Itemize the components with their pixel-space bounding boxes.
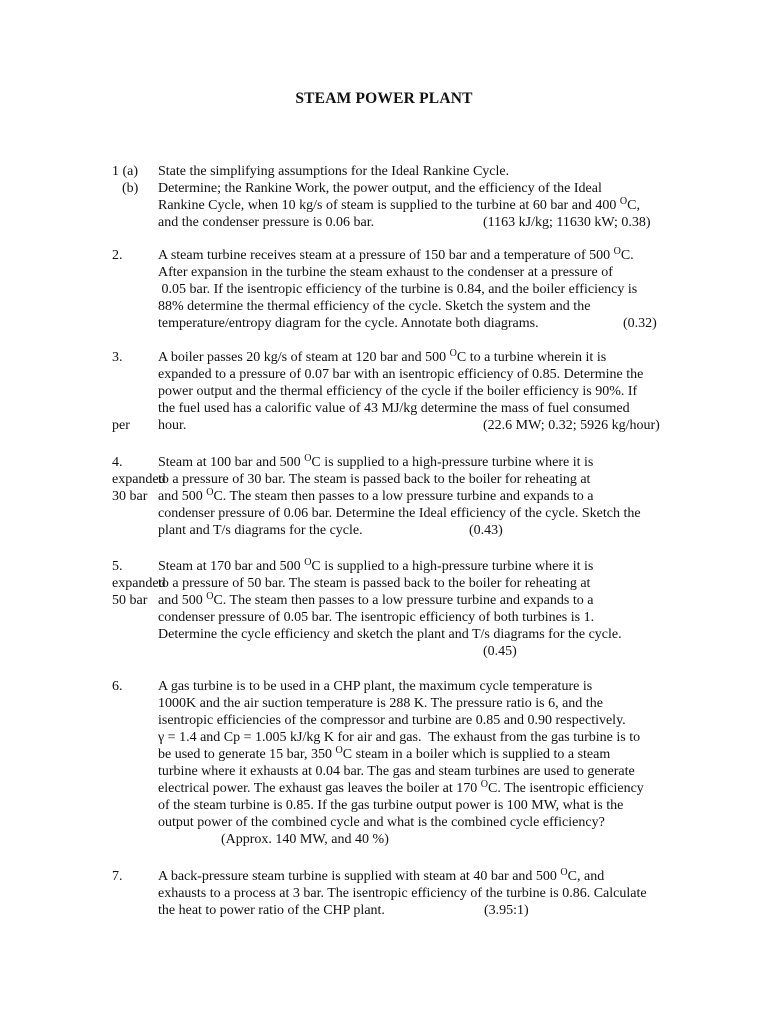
question-number: 4. xyxy=(112,455,123,470)
question-text-line: turbine where it exhausts at 0.04 bar. The gas and steam turbines are used to generate xyxy=(158,764,635,779)
answer-text: (0.45) xyxy=(483,644,517,659)
question-text-line: hour. xyxy=(158,418,187,433)
answer-text: (22.6 MW; 0.32; 5926 kg/hour) xyxy=(483,418,660,433)
question-text-line: the heat to power ratio of the CHP plant. xyxy=(158,903,385,918)
question-text-line: State the simplifying assumptions for the Ideal Rankine Cycle. xyxy=(158,164,510,179)
question-text-line: Steam at 100 bar and 500 $^O$C is supplied to a high-pressure turbine where it is xyxy=(158,453,594,470)
question-number: 2. xyxy=(112,248,123,263)
question-number: expanded xyxy=(112,576,166,591)
question-text-line: Rankine Cycle, when 10 kg/s of steam is supplied to the turbine at 60 bar and 400 $^O$C, xyxy=(158,196,640,213)
question-text-line: temperature/entropy diagram for the cycle. Annotate both diagrams. xyxy=(158,316,539,331)
question-text-line: After expansion in the turbine the steam exhaust to the condenser at a pressure of xyxy=(158,265,613,280)
document-title: STEAM POWER PLANT xyxy=(295,90,473,107)
question-text-line: isentropic efficiencies of the compressor and turbine are 0.85 and 0.90 respectively. xyxy=(158,713,626,728)
question-text-line: to a pressure of 50 bar. The steam is passed back to the boiler for reheating at xyxy=(158,576,591,591)
question-text-line: plant and T/s diagrams for the cycle. xyxy=(158,523,363,538)
question-text-line: Determine; the Rankine Work, the power output, and the efficiency of the Ideal xyxy=(158,181,602,196)
answer-text: (1163 kJ/kg; 11630 kW; 0.38) xyxy=(483,215,651,230)
question-text-line: Steam at 170 bar and 500 $^O$C is supplied to a high-pressure turbine where it is xyxy=(158,557,594,574)
question-number: 3. xyxy=(112,350,123,365)
question-text-line: and the condenser pressure is 0.06 bar. xyxy=(158,215,375,230)
question-number: per xyxy=(112,418,130,433)
answer-text: (3.95:1) xyxy=(484,903,529,918)
question-text-line: 88% determine the thermal efficiency of the cycle. Sketch the system and the xyxy=(158,299,591,314)
question-text-line: to a pressure of 30 bar. The steam is passed back to the boiler for reheating at xyxy=(158,472,591,487)
question-text-line: of the steam turbine is 0.85. If the gas turbine output power is 100 MW, what is the xyxy=(158,798,624,813)
question-number: 1 (a) xyxy=(112,164,139,179)
question-text-line: (Approx. 140 MW, and 40 %) xyxy=(158,832,389,847)
question-text-line: condenser pressure of 0.05 bar. The isentropic efficiency of both turbines is 1. xyxy=(158,610,595,625)
question-number: 6. xyxy=(112,679,123,694)
question-text-line: be used to generate 15 bar, 350 $^O$C steam in a boiler which is supplied to a steam xyxy=(158,745,611,762)
question-text-line: electrical power. The exhaust gas leaves the boiler at 170 $^O$C. The isentropic efficiency xyxy=(158,779,644,796)
question-text-line: A back-pressure steam turbine is supplied with steam at 40 bar and 500 $^O$C, and xyxy=(158,867,605,884)
question-number: 5. xyxy=(112,559,123,574)
question-text-line: 0.05 bar. If the isentropic efficiency of the turbine is 0.84, and the boiler efficiency is xyxy=(158,282,638,297)
question-number: (b) xyxy=(122,181,139,196)
question-text-line: and 500 $^O$C. The steam then passes to a low pressure turbine and expands to a xyxy=(158,487,594,504)
question-text-line: expanded to a pressure of 0.07 bar with an isentropic efficiency of 0.85. Determine the xyxy=(158,367,644,382)
question-text-line: output power of the combined cycle and what is the combined cycle efficiency? xyxy=(158,815,605,830)
question-text-line: exhausts to a process at 3 bar. The isentropic efficiency of the turbine is 0.86. Calculate xyxy=(158,886,647,901)
question-text-line: Determine the cycle efficiency and sketch the plant and T/s diagrams for the cycle. xyxy=(158,627,622,642)
question-text-line: 1000K and the air suction temperature is 288 K. The pressure ratio is 6, and the xyxy=(158,696,603,711)
question-text-line: condenser pressure of 0.06 bar. Determine the Ideal efficiency of the cycle. Sketch the xyxy=(158,506,641,521)
question-text-line: A gas turbine is to be used in a CHP plant, the maximum cycle temperature is xyxy=(158,679,593,694)
question-number: 30 bar xyxy=(112,489,148,504)
question-number: 50 bar xyxy=(112,593,148,608)
question-text-line: power output and the thermal efficiency of the cycle if the boiler efficiency is 90%. If xyxy=(158,384,638,399)
answer-text: (0.43) xyxy=(469,523,503,538)
question-text-line: A boiler passes 20 kg/s of steam at 120 bar and 500 $^O$C to a turbine wherein it is xyxy=(158,348,607,365)
question-text-line: γ = 1.4 and Cp = 1.005 kJ/kg K for air and gas. The exhaust from the gas turbine is to xyxy=(158,730,641,745)
question-text-line: and 500 $^O$C. The steam then passes to a low pressure turbine and expands to a xyxy=(158,591,594,608)
question-text-line: the fuel used has a calorific value of 43 MJ/kg determine the mass of fuel consumed xyxy=(158,401,630,416)
question-number: 7. xyxy=(112,869,123,884)
answer-text: (0.32) xyxy=(623,316,657,331)
question-text-line: A steam turbine receives steam at a pressure of 150 bar and a temperature of 500 $^O$C. xyxy=(158,246,634,263)
question-number: expanded xyxy=(112,472,166,487)
